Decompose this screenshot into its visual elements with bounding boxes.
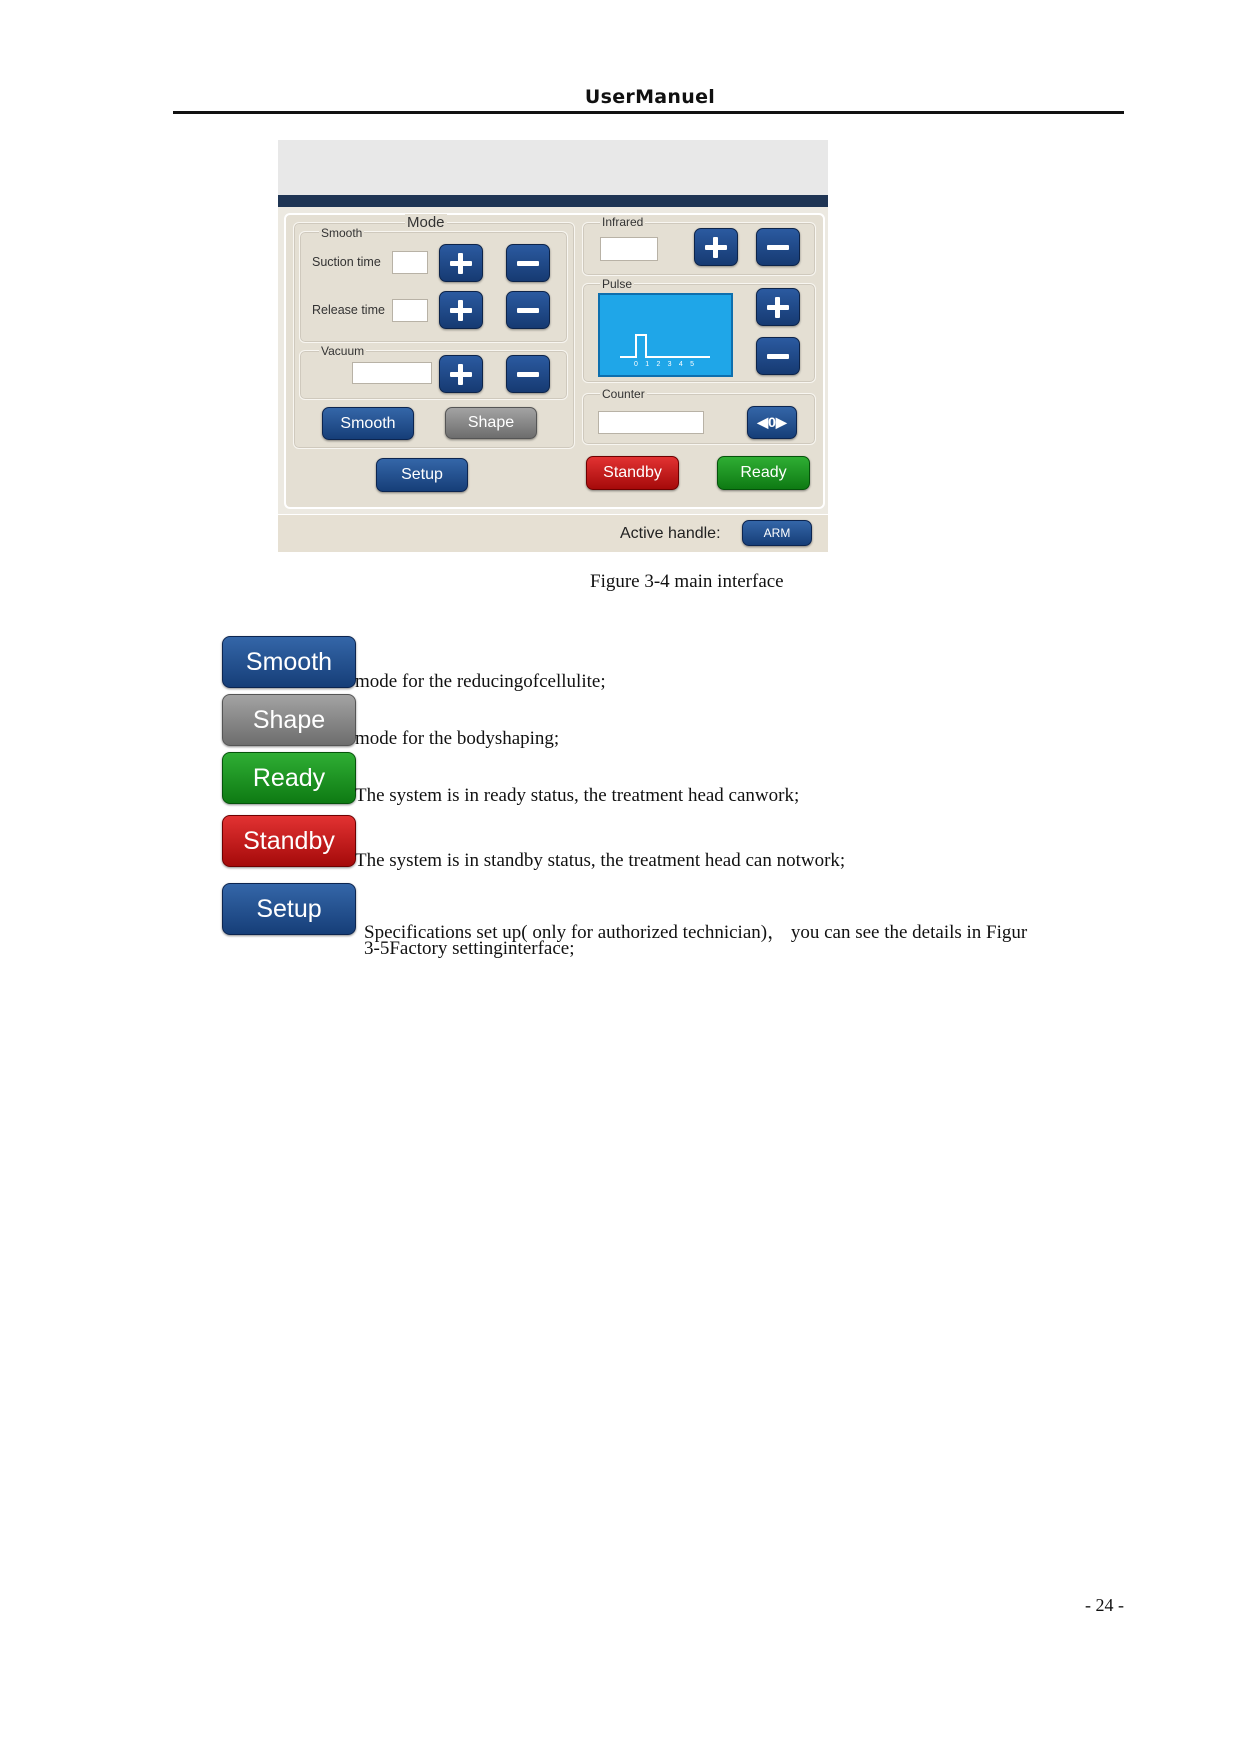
legend-shape-text: mode for the bodyshaping; bbox=[355, 728, 560, 749]
vacuum-minus-button[interactable] bbox=[506, 355, 550, 393]
legend-setup-text-line1: Specifications set up( only for authorized technician)， you can see the details in Figur bbox=[364, 922, 1028, 943]
suction-time-label: Suction time bbox=[312, 255, 381, 269]
infrared-label: Infrared bbox=[602, 215, 644, 229]
mode-title: Mode bbox=[407, 214, 445, 231]
counter-stepper[interactable] bbox=[747, 406, 797, 439]
legend-standby-text: The system is in standby status, the treatment head can notwork; bbox=[355, 850, 846, 871]
smooth-mode-button[interactable]: Smooth bbox=[322, 407, 414, 440]
legend-smooth-text: mode for the reducingofcellulite; bbox=[355, 671, 606, 692]
chevron-left-icon: ◀ bbox=[757, 414, 769, 430]
control-panel bbox=[284, 213, 825, 509]
infrared-minus-button[interactable] bbox=[756, 228, 800, 266]
legend-setup-button: Setup bbox=[222, 883, 356, 935]
vacuum-field[interactable] bbox=[352, 362, 432, 384]
vacuum-label: Vacuum bbox=[321, 344, 365, 358]
pulse-tick-label: 1 bbox=[645, 361, 650, 368]
figure-caption: Figure 3-4 main interface bbox=[590, 571, 784, 592]
legend-smooth-button: Smooth bbox=[222, 636, 356, 688]
release-time-field[interactable] bbox=[392, 299, 428, 322]
suction-minus-button[interactable] bbox=[506, 244, 550, 282]
page-number: - 24 - bbox=[1085, 1595, 1124, 1615]
ready-button[interactable]: Ready bbox=[717, 456, 810, 490]
pulse-plus-button[interactable] bbox=[756, 288, 800, 326]
pulse-tick-label: 5 bbox=[690, 361, 694, 368]
pulse-tick-label: 0 bbox=[634, 361, 638, 368]
pulse-ticks bbox=[634, 361, 694, 368]
setup-button[interactable]: Setup bbox=[376, 458, 468, 492]
counter-stepper-value: 0 bbox=[768, 414, 776, 430]
chevron-right-icon: ▶ bbox=[775, 414, 787, 430]
page-header-title: UserManuel bbox=[584, 86, 716, 108]
title-bar bbox=[278, 140, 828, 195]
main-interface-screenshot bbox=[278, 140, 828, 552]
release-plus-button[interactable] bbox=[439, 291, 483, 329]
status-footer bbox=[278, 514, 828, 552]
infrared-field[interactable] bbox=[600, 237, 658, 261]
legend-ready-button: Ready bbox=[222, 752, 356, 804]
pulse-tick-label: 3 bbox=[667, 361, 672, 368]
navy-strip bbox=[278, 195, 828, 207]
legend-ready-text: The system is in ready status, the treatment head canwork; bbox=[355, 785, 800, 806]
release-time-label: Release time bbox=[312, 303, 385, 317]
smooth-group-label: Smooth bbox=[321, 226, 363, 240]
pulse-label: Pulse bbox=[602, 277, 633, 291]
release-minus-button[interactable] bbox=[506, 291, 550, 329]
infrared-plus-button[interactable] bbox=[694, 228, 738, 266]
suction-time-field[interactable] bbox=[392, 251, 428, 274]
pulse-display bbox=[598, 293, 733, 377]
counter-field[interactable] bbox=[598, 411, 704, 434]
pulse-minus-button[interactable] bbox=[756, 337, 800, 375]
shape-mode-button[interactable]: Shape bbox=[445, 407, 537, 439]
pulse-tick-label: 2 bbox=[656, 361, 661, 368]
counter-label: Counter bbox=[602, 387, 645, 401]
header-rule bbox=[173, 111, 1124, 114]
active-handle-label: Active handle: bbox=[620, 525, 721, 542]
vacuum-plus-button[interactable] bbox=[439, 355, 483, 393]
suction-plus-button[interactable] bbox=[439, 244, 483, 282]
standby-button[interactable]: Standby bbox=[586, 456, 679, 490]
legend-shape-button: Shape bbox=[222, 694, 356, 746]
active-handle-button[interactable]: ARM bbox=[742, 520, 812, 546]
legend-standby-button: Standby bbox=[222, 815, 356, 867]
pulse-tick-label: 4 bbox=[678, 361, 683, 368]
legend-setup-text-line2: 3-5Factory settinginterface; bbox=[364, 938, 575, 959]
